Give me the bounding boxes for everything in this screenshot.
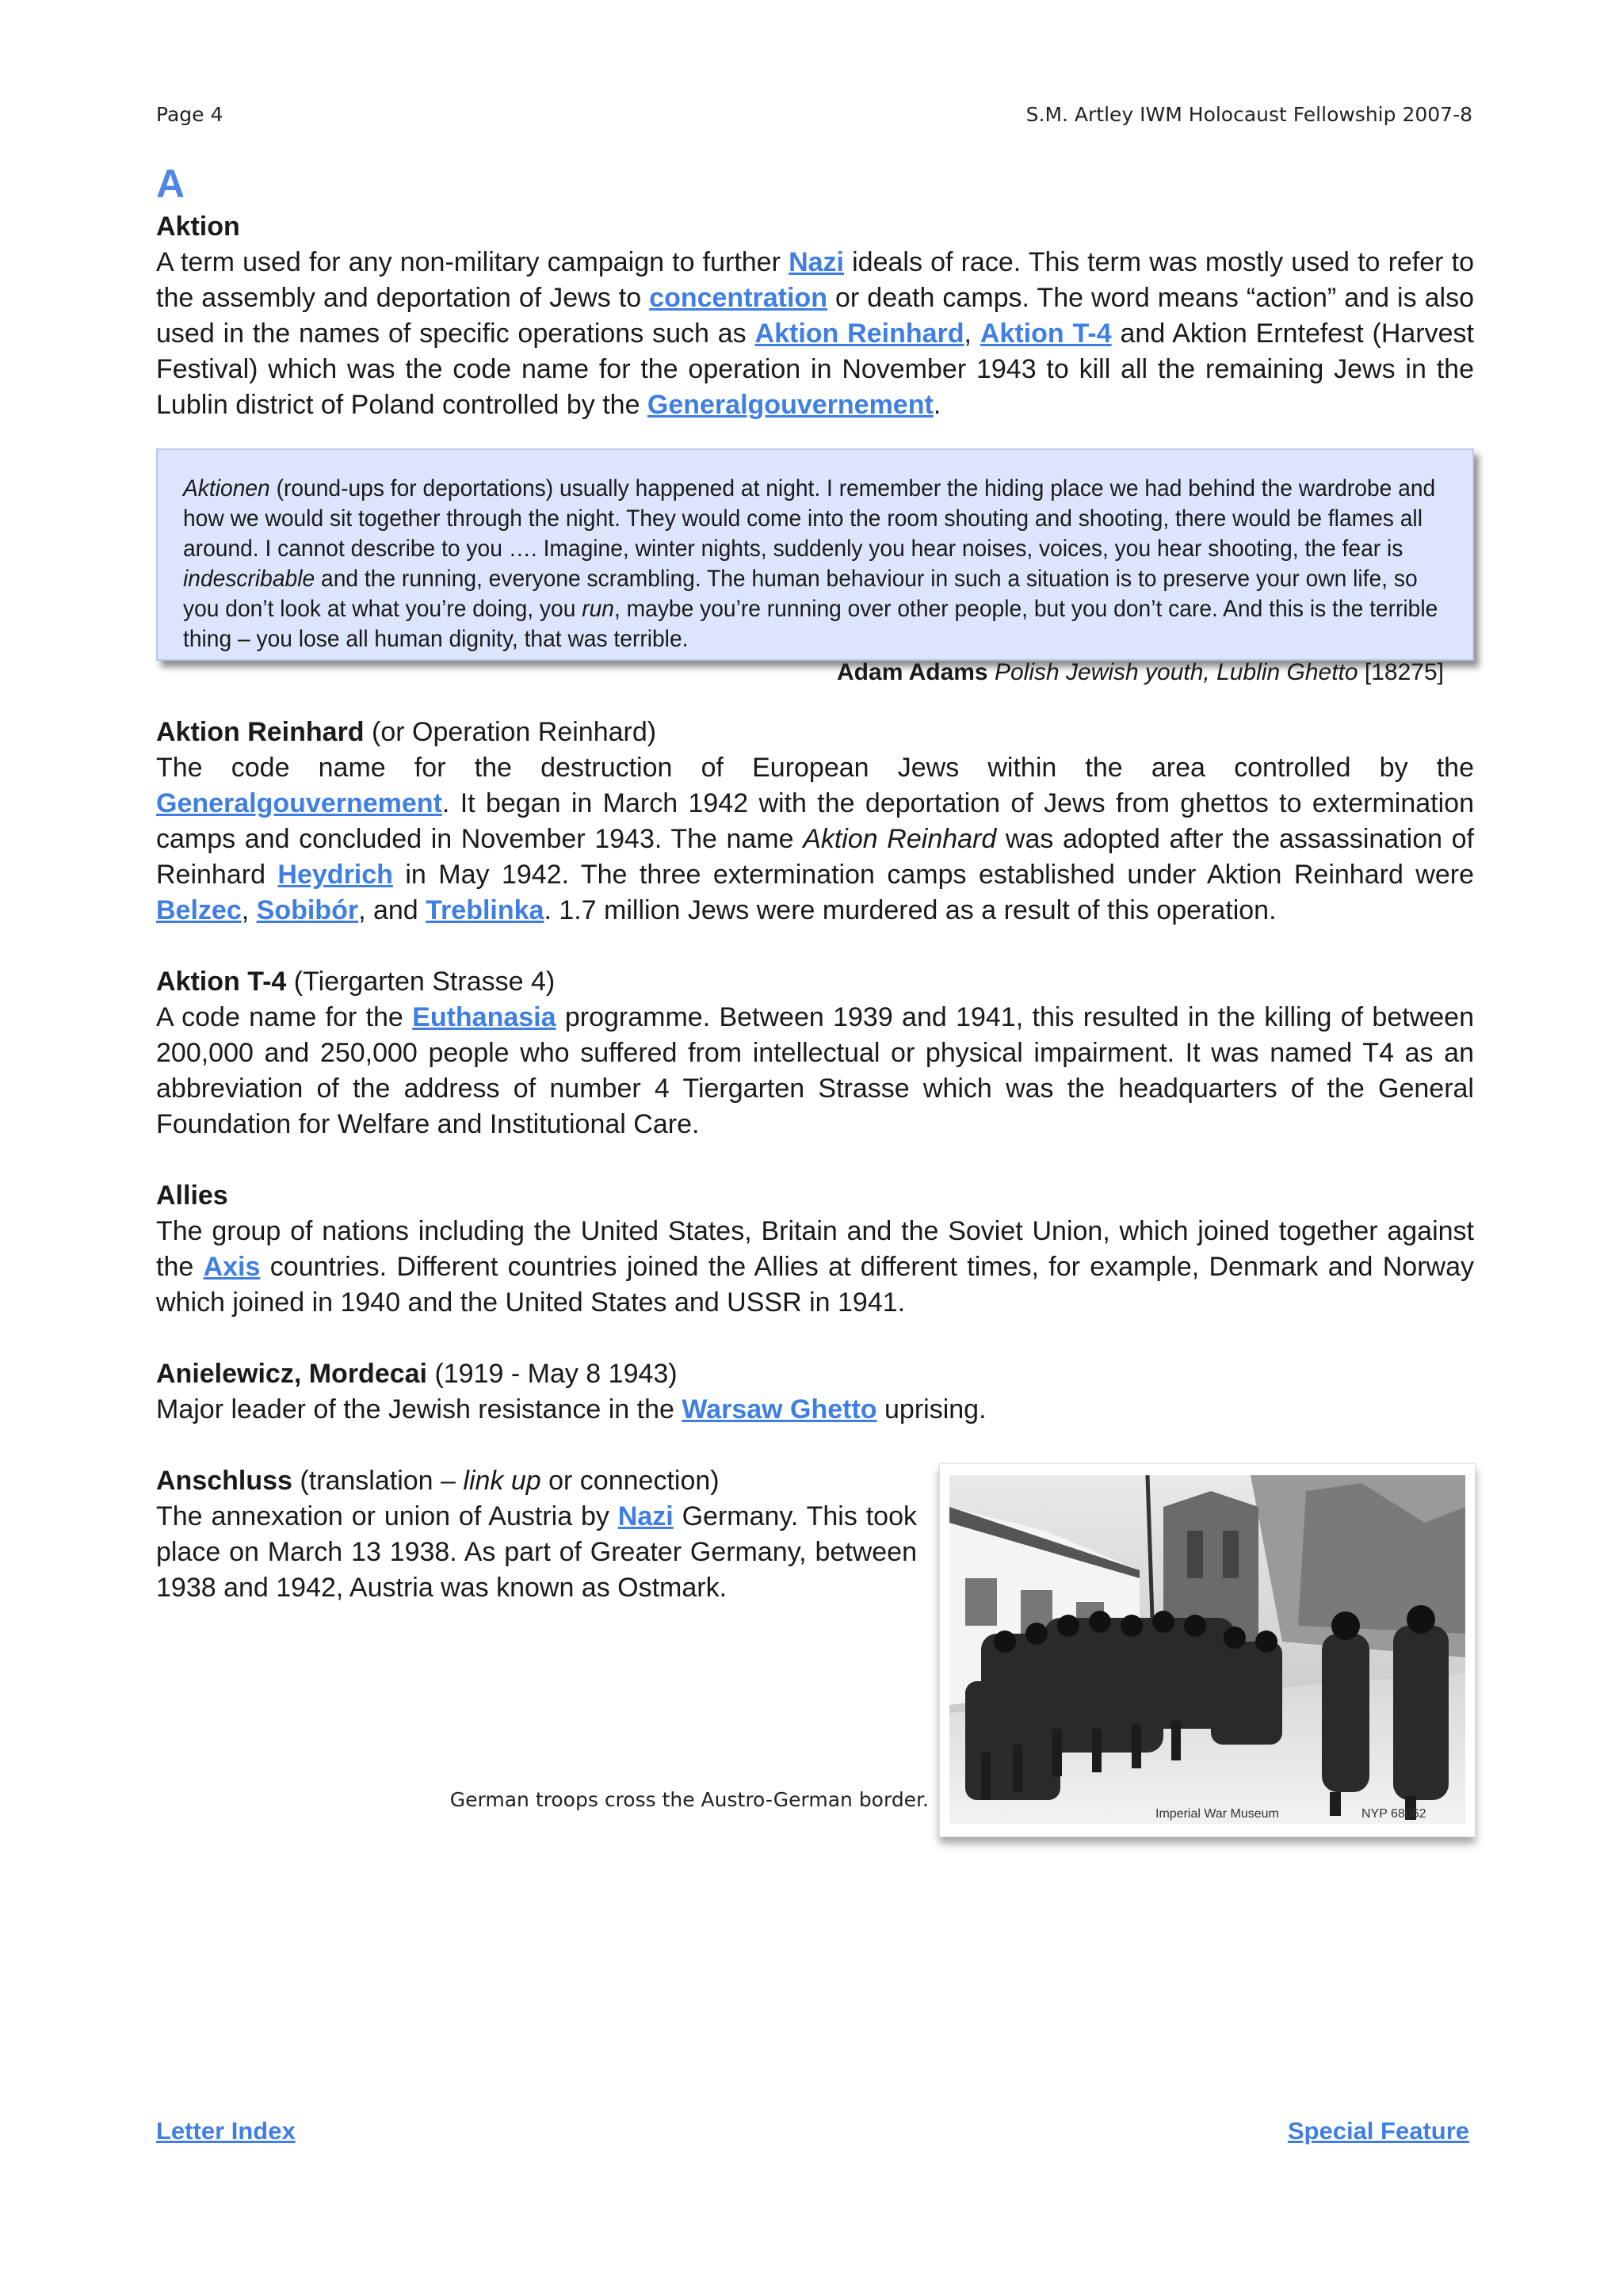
testimony-quote [156, 448, 1474, 685]
quote-text [183, 474, 1439, 654]
text: , [241, 895, 257, 925]
text: (translation – [292, 1466, 464, 1496]
text: The group of nations including the United States, Britain and the Soviet Union, which joined together against the [156, 1216, 1474, 1282]
text: run [582, 596, 614, 622]
text: , and [358, 895, 426, 925]
entry-reinhard-term [156, 715, 1474, 750]
quote-role: Polish Jewish youth, Lublin Ghetto [987, 659, 1358, 685]
entry-anielewicz-term [156, 1356, 1474, 1392]
photo-frame [939, 1463, 1476, 1837]
text: . 1.7 million Jews were murdered as a result of this operation. [544, 895, 1277, 925]
entry-aktion-term [156, 209, 1474, 245]
text: (or Operation Reinhard) [364, 717, 657, 747]
link-sobibor[interactable]: Sobibór [256, 895, 359, 925]
link-generalgouvernement[interactable]: Generalgouvernement [647, 390, 934, 420]
text: in May 1942. The three extermination camps established under Aktion Reinhard were [392, 860, 1474, 890]
text: and Aktion Erntefest (Harvest Festival) which was the code name for the operation in November 1943 to kill all the remaining Jews in the Lublin district of Poland controlled by the [156, 318, 1474, 420]
entry-aktion-definition [156, 245, 1474, 423]
text: A term used for any non-military campaign to further [156, 247, 789, 277]
entry-allies-definition [156, 1214, 1474, 1321]
text: uprising. [876, 1394, 987, 1425]
text: Major leader of the Jewish resistance in the [156, 1394, 682, 1425]
term-aktion: Aktion [156, 212, 240, 242]
link-belzec[interactable]: Belzec [156, 895, 242, 925]
text: Germany. This took place on March 13 1938. As part of Greater Germany, between 1938 and 1942, Austria was known as Ostmark. [156, 1501, 917, 1603]
term-anschluss: Anschluss [156, 1466, 292, 1496]
entry-reinhard-definition [156, 750, 1474, 929]
link-axis[interactable]: Axis [203, 1252, 261, 1282]
entry-t4-term [156, 964, 1474, 1000]
link-nazi[interactable]: Nazi [617, 1501, 674, 1531]
link-heydrich[interactable]: Heydrich [277, 860, 393, 890]
text: . It began in March 1942 with the deportation of Jews from ghettos to extermination camps and concluded in November 1943. The name [156, 788, 1474, 854]
link-generalgouvernement[interactable]: Generalgouvernement [156, 788, 442, 818]
term-aktion-reinhard: Aktion Reinhard [156, 717, 365, 747]
text: A code name for the [156, 1002, 413, 1032]
entry-anschluss-term [156, 1463, 917, 1499]
link-aktion-t4[interactable]: Aktion T-4 [980, 318, 1112, 349]
figure-caption: German troops cross the Austro-German border. [449, 1788, 929, 1811]
text: The code name for the destruction of European Jews within the area controlled by the [156, 753, 1474, 783]
term-allies: Allies [156, 1180, 228, 1211]
link-treblinka[interactable]: Treblinka [426, 895, 544, 925]
link-aktion-reinhard[interactable]: Aktion Reinhard [754, 318, 964, 349]
letter-index-link[interactable]: Letter Index [156, 2117, 296, 2145]
text: indescribable [183, 566, 315, 592]
text: , [964, 318, 980, 349]
text: or connection) [540, 1466, 720, 1496]
text: . [933, 390, 941, 420]
text: programme. Between 1939 and 1941, this resulted in the killing of between 200,000 and 250,000 people who suffered from intellectual or physical impairment. It was named T4 as an abbreviation of the address of number 4 Tiergarten Strasse which was the headquarters of the General Foundation for Welfare and Institutional Care. [156, 1002, 1474, 1139]
text: (round-ups for deportations) usually happened at night. I remember the hiding place we had behind the wardrobe and how we would sit together through the night. They would come into the room shouting and shooting, there would be flames all around. I cannot describe to you …. Imagine, winter nights, suddenly you hear noises, voices, you hear shooting, the fear is [183, 475, 1436, 562]
text: and the running, everyone scrambling. The human behaviour in such a situation is to preserve your own life, so you don’t look at what you’re doing, you [183, 566, 1418, 622]
text: or death camps. The word means “action” and is also used in the names of specific operations such as [156, 283, 1475, 349]
entry-allies-term [156, 1178, 1474, 1214]
entry-anielewicz-definition [156, 1392, 1474, 1428]
link-warsaw-ghetto[interactable]: Warsaw Ghetto [682, 1394, 877, 1425]
entry-anschluss [156, 1463, 1474, 1875]
special-feature-link[interactable]: Special Feature [1287, 2117, 1469, 2145]
entry-t4-definition [156, 1000, 1474, 1142]
text: was adopted after the assassination of Reinhard [156, 824, 1474, 890]
text: (Tiergarten Strasse 4) [286, 967, 556, 997]
text: Aktion Reinhard [803, 824, 997, 854]
glossary-content [156, 158, 1474, 1875]
text: ideals of race. This term was mostly used to refer to the assembly and deportation of Jews to [156, 247, 1474, 313]
text: link up [463, 1466, 541, 1496]
text: countries. Different countries joined the Allies at different times, for example, Denmark and Norway which joined in 1940 and the United States and USSR in 1941. [156, 1252, 1474, 1318]
quote-author: Adam Adams [837, 659, 988, 685]
photo-watermark-right: NYP 68062 [1361, 1807, 1426, 1821]
link-concentration[interactable]: concentration [649, 283, 827, 313]
page-number: Page 4 [156, 103, 223, 126]
text: , maybe you’re running over other people, but you don’t care. And this is the terrible thing – you lose all human dignity, that was terrible. [183, 596, 1438, 652]
section-letter: A [156, 162, 185, 206]
text: Aktionen [183, 475, 270, 502]
text: The annexation or union of Austria by [156, 1501, 618, 1531]
link-nazi[interactable]: Nazi [789, 247, 844, 277]
text: (1919 - May 8 1943) [427, 1359, 678, 1389]
quote-ref: [18275] [1358, 659, 1444, 685]
term-anielewicz: Anielewicz, Mordecai [156, 1359, 427, 1389]
running-title: S.M. Artley IWM Holocaust Fellowship 2007-8 [1025, 103, 1472, 126]
link-euthanasia[interactable]: Euthanasia [412, 1002, 556, 1032]
term-aktion-t4: Aktion T-4 [156, 967, 287, 997]
photo-watermark-left: Imperial War Museum [1155, 1807, 1279, 1821]
troops-photo [949, 1475, 1465, 1824]
entry-anschluss-definition [156, 1499, 917, 1606]
